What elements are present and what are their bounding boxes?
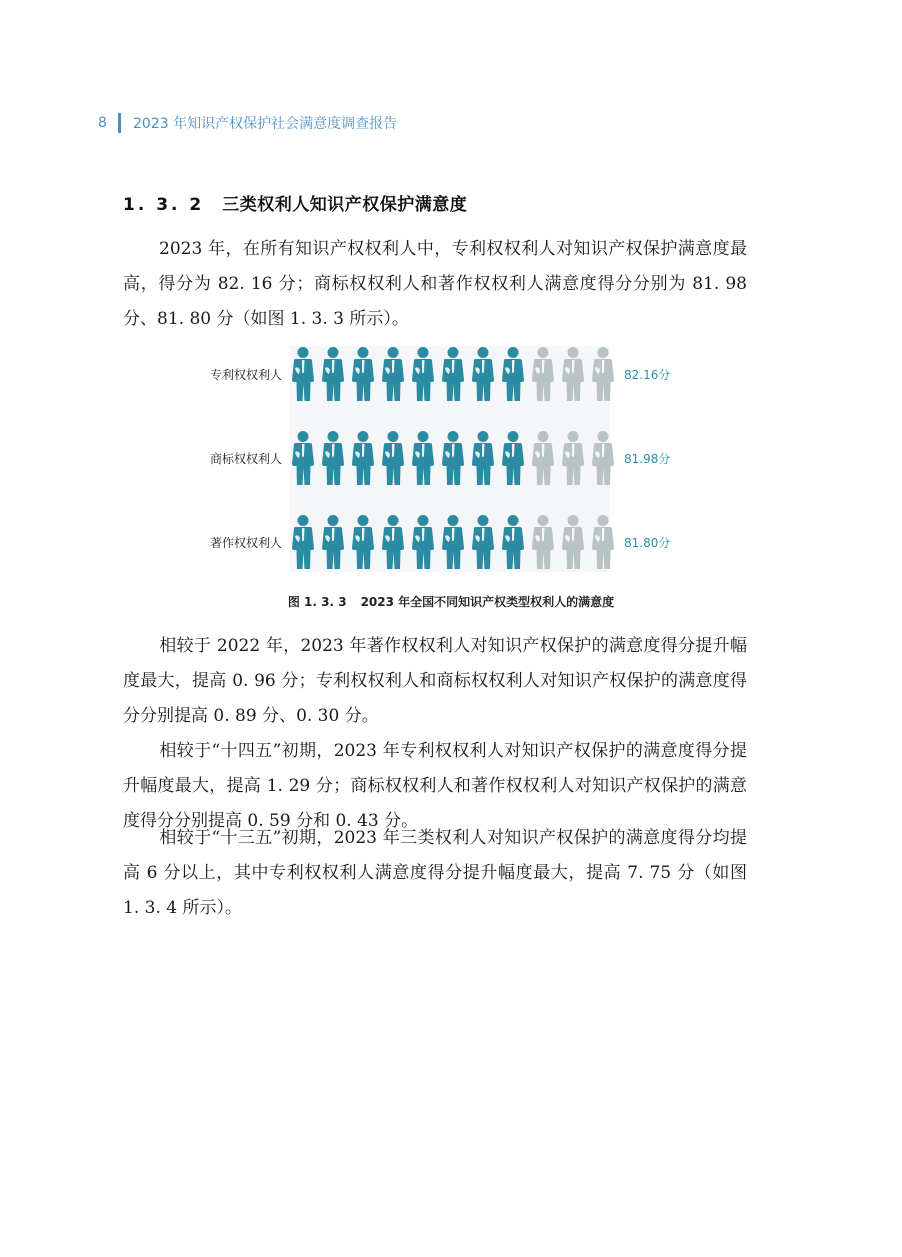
figure-caption bbox=[0, 593, 902, 610]
person-icon bbox=[500, 346, 526, 402]
header-divider bbox=[118, 113, 121, 133]
score-label: 82.16分 bbox=[624, 368, 671, 382]
paragraph-2 bbox=[123, 629, 747, 734]
paragraph-text: 相较于“十四五”初期，2023 年专利权权利人对知识产权保护的满意度得分提升幅度最大，提高 1. 29 分；商标权权利人和著作权权利人对知识产权保护的满意度得分分别提高 0. 59 分和 0. 43 分。 bbox=[123, 741, 747, 831]
caption-number: 图 1. 3. 3 bbox=[287, 595, 347, 609]
category-label: 专利权权利人 bbox=[209, 368, 282, 382]
person-icon bbox=[560, 346, 586, 402]
person-icon bbox=[380, 514, 406, 570]
paragraph-1 bbox=[123, 232, 747, 337]
person-icon bbox=[290, 430, 316, 486]
person-icon bbox=[500, 430, 526, 486]
person-icon bbox=[380, 430, 406, 486]
person-icon bbox=[500, 514, 526, 570]
category-label: 商标权权利人 bbox=[209, 452, 282, 466]
chart-row-copyright bbox=[190, 514, 710, 572]
person-icon bbox=[440, 346, 466, 402]
section-title: 三类权利人知识产权保护满意度 bbox=[222, 195, 468, 215]
person-icon bbox=[590, 346, 616, 402]
person-icon bbox=[320, 430, 346, 486]
page-number: 8 bbox=[98, 115, 107, 131]
person-icon bbox=[560, 430, 586, 486]
person-icon bbox=[290, 514, 316, 570]
person-icon bbox=[530, 346, 556, 402]
running-header bbox=[98, 112, 397, 134]
person-icon bbox=[590, 430, 616, 486]
person-icon bbox=[320, 514, 346, 570]
score-label: 81.80分 bbox=[624, 536, 671, 550]
chart-row-trademark bbox=[190, 430, 710, 488]
person-icon bbox=[440, 514, 466, 570]
person-icon bbox=[470, 514, 496, 570]
person-icon bbox=[350, 346, 376, 402]
person-icon bbox=[320, 346, 346, 402]
person-icon bbox=[590, 514, 616, 570]
person-icon bbox=[560, 514, 586, 570]
person-icon bbox=[380, 346, 406, 402]
category-label: 著作权权利人 bbox=[209, 536, 282, 550]
paragraph-text: 相较于 2022 年，2023 年著作权权利人对知识产权保护的满意度得分提升幅度最大，提高 0. 96 分；专利权权利人和商标权权利人对知识产权保护的满意度得分分别提高 0. 89 分、0. 30 分。 bbox=[123, 636, 747, 726]
person-icon bbox=[470, 346, 496, 402]
section-number: 1. 3. 2 bbox=[123, 195, 205, 215]
person-icon bbox=[410, 346, 436, 402]
paragraph-text: 2023 年，在所有知识产权权利人中，专利权权利人对知识产权保护满意度最高，得分为 82. 16 分；商标权权利人和著作权权利人满意度得分分别为 81. 98 分、81. 80 分（如图 1. 3. 3 所示）。 bbox=[123, 239, 747, 329]
person-icon bbox=[350, 514, 376, 570]
caption-title: 2023 年全国不同知识产权类型权利人的满意度 bbox=[360, 595, 615, 609]
section-heading bbox=[123, 190, 467, 215]
person-icon bbox=[530, 514, 556, 570]
person-icon bbox=[410, 430, 436, 486]
pictogram-chart bbox=[190, 338, 710, 578]
score-label: 81.98分 bbox=[624, 452, 671, 466]
person-icon bbox=[470, 430, 496, 486]
person-icon bbox=[440, 430, 466, 486]
paragraph-4 bbox=[123, 821, 747, 926]
person-icon bbox=[410, 514, 436, 570]
chart-row-patent bbox=[190, 346, 710, 404]
report-title: 2023 年知识产权保护社会满意度调查报告 bbox=[133, 116, 398, 132]
person-icon bbox=[530, 430, 556, 486]
paragraph-text: 相较于“十三五”初期，2023 年三类权利人对知识产权保护的满意度得分均提高 6 分以上，其中专利权权利人满意度得分提升幅度最大，提高 7. 75 分（如图 1. 3. 4 所示）。 bbox=[123, 828, 747, 918]
person-icon bbox=[350, 430, 376, 486]
person-icon bbox=[290, 346, 316, 402]
